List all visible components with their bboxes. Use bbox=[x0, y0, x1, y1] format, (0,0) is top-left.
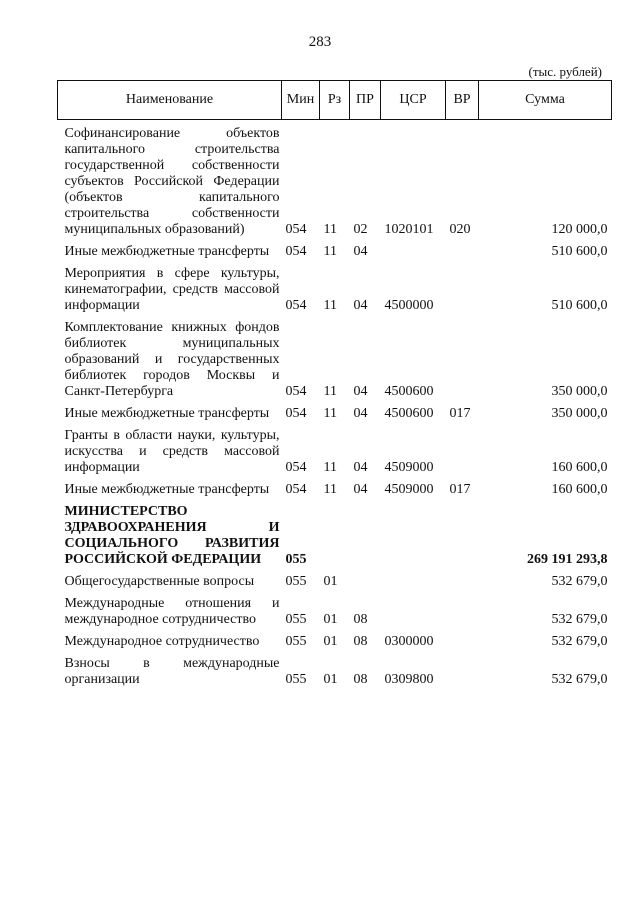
row-vr bbox=[446, 320, 479, 400]
row-pr: 08 bbox=[353, 634, 368, 649]
row-vr bbox=[446, 504, 479, 568]
row-rz: 11 bbox=[323, 222, 337, 237]
row-vr: 020 bbox=[449, 222, 471, 237]
row-rz: 01 bbox=[323, 634, 338, 649]
row-sum: 532 679,0 bbox=[551, 612, 608, 627]
row-min: 054 bbox=[285, 244, 307, 259]
table-header-row bbox=[58, 81, 612, 120]
table-body bbox=[58, 120, 612, 689]
row-rz: 11 bbox=[323, 406, 337, 421]
row-csr bbox=[381, 596, 446, 628]
row-pr: 04 bbox=[353, 406, 368, 421]
row-csr: 0300000 bbox=[384, 634, 434, 649]
row-csr: 4500000 bbox=[384, 298, 434, 313]
row-csr: 4509000 bbox=[384, 482, 434, 497]
row-vr bbox=[446, 596, 479, 628]
row-csr bbox=[381, 504, 446, 568]
row-rz bbox=[320, 504, 350, 568]
row-name: Взносы в международные организации bbox=[64, 656, 280, 687]
row-vr bbox=[446, 574, 479, 590]
row-name: Комплектование книжных фондов библиотек муниципальных образований и государственных библиотек городов Москвы и Санкт-Петербурга bbox=[64, 320, 280, 399]
header-rz: Рз bbox=[320, 81, 350, 120]
row-name: Мероприятия в сфере культуры, кинематографии, средств массовой информации bbox=[64, 266, 280, 313]
table-row bbox=[58, 656, 612, 688]
row-csr: 0309800 bbox=[384, 672, 434, 687]
row-vr bbox=[446, 428, 479, 476]
row-pr bbox=[350, 574, 381, 590]
row-min: 055 bbox=[285, 612, 307, 627]
table-row bbox=[58, 320, 612, 400]
header-vr: ВР bbox=[446, 81, 479, 120]
row-vr: 017 bbox=[449, 482, 471, 497]
row-rz: 11 bbox=[323, 244, 337, 259]
row-min: 054 bbox=[285, 298, 307, 313]
header-pr: ПР bbox=[350, 81, 381, 120]
table-row bbox=[58, 244, 612, 260]
units-label: (тыс. рублей) bbox=[528, 64, 602, 79]
row-min: 055 bbox=[285, 552, 307, 567]
row-pr: 08 bbox=[353, 612, 368, 627]
table-row-ministry bbox=[58, 504, 612, 568]
row-name: Иные межбюджетные трансферты bbox=[64, 244, 270, 259]
row-name: Международные отношения и международное сотрудничество bbox=[64, 596, 280, 627]
row-csr: 4500600 bbox=[384, 384, 434, 399]
row-min: 054 bbox=[285, 482, 307, 497]
row-sum: 532 679,0 bbox=[551, 574, 608, 589]
row-name: Софинансирование объектов капитального строительства государственной собственности субъектов Российской Федерации (объектов капитального строительства собственности муниципальных образований) bbox=[64, 126, 280, 237]
header-min: Мин bbox=[282, 81, 320, 120]
row-rz: 11 bbox=[323, 384, 337, 399]
row-pr: 04 bbox=[353, 482, 368, 497]
row-sum: 510 600,0 bbox=[551, 298, 608, 313]
row-csr: 1020101 bbox=[384, 222, 434, 237]
row-pr: 02 bbox=[353, 222, 368, 237]
row-min: 054 bbox=[285, 384, 307, 399]
row-sum: 532 679,0 bbox=[551, 634, 608, 649]
page-number: 283 bbox=[308, 34, 332, 50]
row-sum: 160 600,0 bbox=[551, 460, 608, 475]
row-rz: 01 bbox=[323, 612, 338, 627]
row-csr bbox=[381, 574, 446, 590]
row-sum: 350 000,0 bbox=[551, 406, 608, 421]
row-pr: 04 bbox=[353, 244, 368, 259]
table-row bbox=[58, 266, 612, 314]
row-min: 054 bbox=[285, 460, 307, 475]
row-csr: 4500600 bbox=[384, 406, 434, 421]
table-row bbox=[58, 406, 612, 422]
row-pr: 08 bbox=[353, 672, 368, 687]
row-name: Международное сотрудничество bbox=[64, 634, 260, 649]
table-row bbox=[58, 596, 612, 628]
row-sum: 269 191 293,8 bbox=[527, 552, 608, 567]
row-rz: 01 bbox=[323, 574, 338, 589]
row-vr bbox=[446, 634, 479, 650]
row-name: Общегосударственные вопросы bbox=[64, 574, 255, 589]
row-csr: 4509000 bbox=[384, 460, 434, 475]
table-row bbox=[58, 634, 612, 650]
row-pr: 04 bbox=[353, 384, 368, 399]
table-row bbox=[58, 482, 612, 498]
row-rz: 11 bbox=[323, 460, 337, 475]
header-csr: ЦСР bbox=[381, 81, 446, 120]
row-sum: 510 600,0 bbox=[551, 244, 608, 259]
row-pr bbox=[350, 504, 381, 568]
row-sum: 350 000,0 bbox=[551, 384, 608, 399]
row-sum: 160 600,0 bbox=[551, 482, 608, 497]
row-rz: 11 bbox=[323, 482, 337, 497]
header-name: Наименование bbox=[58, 81, 282, 120]
row-vr: 017 bbox=[449, 406, 471, 421]
row-pr: 04 bbox=[353, 460, 368, 475]
row-min: 054 bbox=[285, 406, 307, 421]
table-row bbox=[58, 126, 612, 238]
row-sum: 532 679,0 bbox=[551, 672, 608, 687]
row-rz: 01 bbox=[323, 672, 338, 687]
row-min: 055 bbox=[285, 574, 307, 589]
row-name: Иные межбюджетные трансферты bbox=[64, 406, 270, 421]
row-min: 055 bbox=[285, 634, 307, 649]
row-name: Гранты в области науки, культуры, искусства и средств массовой информации bbox=[64, 428, 280, 475]
table-row bbox=[58, 428, 612, 476]
row-rz: 11 bbox=[323, 298, 337, 313]
table-row bbox=[58, 574, 612, 590]
row-sum: 120 000,0 bbox=[551, 222, 608, 237]
row-pr: 04 bbox=[353, 298, 368, 313]
row-min: 054 bbox=[285, 222, 307, 237]
row-vr bbox=[446, 266, 479, 314]
row-vr bbox=[446, 244, 479, 260]
header-sum: Сумма bbox=[479, 81, 612, 120]
budget-table bbox=[57, 80, 612, 688]
row-vr bbox=[446, 656, 479, 688]
row-csr bbox=[381, 244, 446, 260]
row-name: Иные межбюджетные трансферты bbox=[64, 482, 270, 497]
row-min: 055 bbox=[285, 672, 307, 687]
row-name: МИНИСТЕРСТВО ЗДРАВООХРАНЕНИЯ И СОЦИАЛЬНОГО РАЗВИТИЯ РОССИЙСКОЙ ФЕДЕРАЦИИ bbox=[64, 504, 280, 567]
